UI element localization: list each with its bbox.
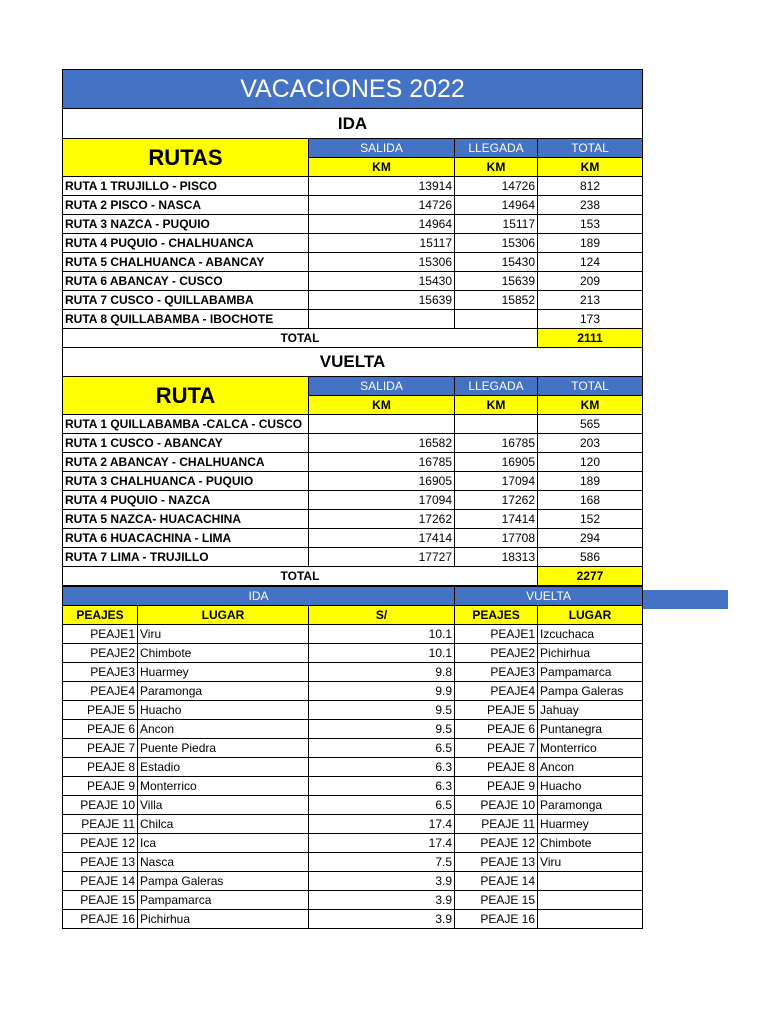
route-name: RUTA 1 QUILLABAMBA -CALCA - CUSCO	[63, 415, 309, 434]
rutas-label: RUTAS	[63, 139, 309, 177]
route-name: RUTA 3 NAZCA - PUQUIO	[63, 215, 309, 234]
salida-km: 17262	[309, 510, 455, 529]
peaje-vuelta: PEAJE 8	[455, 758, 538, 777]
lugar-vuelta: Izcuchaca	[538, 625, 643, 644]
route-name: RUTA 5 CHALHUANCA - ABANCAY	[63, 253, 309, 272]
ida-label: IDA	[63, 109, 643, 139]
llegada-km: 17262	[455, 491, 538, 510]
km-header: KM	[309, 396, 455, 415]
peajes-vuelta-col-header: PEAJES	[455, 606, 538, 625]
route-name: RUTA 6 ABANCAY - CUSCO	[63, 272, 309, 291]
peaje-costo: 10.1	[309, 625, 455, 644]
peaje-vuelta: PEAJE 7	[455, 739, 538, 758]
lugar-ida: Chimbote	[138, 644, 309, 663]
peaje-vuelta: PEAJE 9	[455, 777, 538, 796]
lugar-vuelta: Huacho	[538, 777, 643, 796]
lugar-vuelta: Huarmey	[538, 815, 643, 834]
peaje-costo: 6.5	[309, 739, 455, 758]
llegada-km: 16905	[455, 453, 538, 472]
route-name: RUTA 7 CUSCO - QUILLABAMBA	[63, 291, 309, 310]
llegada-km: 15852	[455, 291, 538, 310]
km-header: KM	[538, 158, 643, 177]
lugar-ida: Ancon	[138, 720, 309, 739]
table-row	[63, 644, 643, 663]
table-row	[63, 548, 643, 567]
salida-header: SALIDA	[309, 139, 455, 158]
llegada-km: 17414	[455, 510, 538, 529]
salida-km: 15306	[309, 253, 455, 272]
lugar-ida: Nasca	[138, 853, 309, 872]
peaje-ida: PEAJE 7	[63, 739, 138, 758]
route-name: RUTA 4 PUQUIO - NAZCA	[63, 491, 309, 510]
lugar-vuelta: Pampa Galeras	[538, 682, 643, 701]
total-km: 213	[538, 291, 643, 310]
llegada-km: 17708	[455, 529, 538, 548]
lugar-vuelta: Monterrico	[538, 739, 643, 758]
peaje-vuelta: PEAJE 12	[455, 834, 538, 853]
total-km: 238	[538, 196, 643, 215]
llegada-km: 15306	[455, 234, 538, 253]
total-km: 189	[538, 234, 643, 253]
salida-km: 15117	[309, 234, 455, 253]
peaje-ida: PEAJE4	[63, 682, 138, 701]
table-row	[63, 196, 643, 215]
table-row	[63, 310, 643, 329]
route-name: RUTA 1 CUSCO - ABANCAY	[63, 434, 309, 453]
peaje-vuelta: PEAJE 5	[455, 701, 538, 720]
table-row	[63, 453, 643, 472]
route-name: RUTA 8 QUILLABAMBA - IBOCHOTE	[63, 310, 309, 329]
salida-km	[309, 415, 455, 434]
route-name: RUTA 4 PUQUIO - CHALHUANCA	[63, 234, 309, 253]
total-header: TOTAL	[538, 377, 643, 396]
peaje-ida: PEAJE 12	[63, 834, 138, 853]
table-row	[63, 177, 643, 196]
llegada-km: 14726	[455, 177, 538, 196]
salida-km	[309, 310, 455, 329]
llegada-km: 15117	[455, 215, 538, 234]
ruta-label: RUTA	[63, 377, 309, 415]
lugar-vuelta: Viru	[538, 853, 643, 872]
table-row	[63, 682, 643, 701]
total-km: 153	[538, 215, 643, 234]
table-row	[63, 234, 643, 253]
peaje-ida: PEAJE 15	[63, 891, 138, 910]
lugar-vuelta: Paramonga	[538, 796, 643, 815]
peaje-ida: PEAJE3	[63, 663, 138, 682]
km-header: KM	[455, 396, 538, 415]
peaje-costo: 9.9	[309, 682, 455, 701]
lugar-ida: Pampa Galeras	[138, 872, 309, 891]
km-header: KM	[455, 158, 538, 177]
peaje-ida: PEAJE2	[63, 644, 138, 663]
salida-km: 15639	[309, 291, 455, 310]
peajes-header: PEAJES	[63, 606, 138, 625]
total-header: TOTAL	[538, 139, 643, 158]
lugar-vuelta	[538, 891, 643, 910]
table-row	[63, 758, 643, 777]
lugar-vuelta: Chimbote	[538, 834, 643, 853]
table-row	[63, 701, 643, 720]
total-km: 168	[538, 491, 643, 510]
vuelta-label: VUELTA	[63, 348, 643, 377]
peaje-ida: PEAJE 9	[63, 777, 138, 796]
total-km: 120	[538, 453, 643, 472]
salida-km: 13914	[309, 177, 455, 196]
peaje-ida: PEAJE 6	[63, 720, 138, 739]
table-row	[63, 872, 643, 891]
lugar-ida: Estadio	[138, 758, 309, 777]
lugar-ida: Monterrico	[138, 777, 309, 796]
table-row	[63, 510, 643, 529]
lugar-ida: Huacho	[138, 701, 309, 720]
lugar-header: LUGAR	[138, 606, 309, 625]
peaje-ida: PEAJE 13	[63, 853, 138, 872]
total-km: 586	[538, 548, 643, 567]
lugar-ida: Chilca	[138, 815, 309, 834]
lugar-vuelta	[538, 872, 643, 891]
table-row	[63, 291, 643, 310]
ida-total-value: 2111	[538, 329, 643, 348]
llegada-km: 14964	[455, 196, 538, 215]
salida-header: SALIDA	[309, 377, 455, 396]
total-km: 565	[538, 415, 643, 434]
table-row	[63, 777, 643, 796]
peaje-costo: 6.3	[309, 758, 455, 777]
peaje-costo: 3.9	[309, 891, 455, 910]
peaje-costo: 17.4	[309, 815, 455, 834]
salida-km: 16582	[309, 434, 455, 453]
table-row	[63, 625, 643, 644]
salida-km: 17094	[309, 491, 455, 510]
salida-km: 16905	[309, 472, 455, 491]
peaje-vuelta: PEAJE 6	[455, 720, 538, 739]
ida-total-label: TOTAL	[63, 329, 538, 348]
lugar-ida: Puente Piedra	[138, 739, 309, 758]
llegada-km: 18313	[455, 548, 538, 567]
table-row	[63, 215, 643, 234]
llegada-header: LLEGADA	[455, 377, 538, 396]
vuelta-header-overflow	[642, 590, 728, 609]
table-row	[63, 891, 643, 910]
peaje-costo: 6.5	[309, 796, 455, 815]
lugar-vuelta: Pichirhua	[538, 644, 643, 663]
salida-km: 16785	[309, 453, 455, 472]
vuelta-total-label: TOTAL	[63, 567, 538, 586]
peaje-costo: 10.1	[309, 644, 455, 663]
salida-km: 17727	[309, 548, 455, 567]
lugar-ida: Viru	[138, 625, 309, 644]
peaje-costo: 17.4	[309, 834, 455, 853]
peaje-ida: PEAJE 8	[63, 758, 138, 777]
routes-table	[62, 69, 643, 586]
peaje-vuelta: PEAJE4	[455, 682, 538, 701]
total-km: 189	[538, 472, 643, 491]
table-row	[63, 415, 643, 434]
table-row	[63, 491, 643, 510]
peaje-vuelta: PEAJE2	[455, 644, 538, 663]
route-name: RUTA 6 HUACACHINA - LIMA	[63, 529, 309, 548]
table-row	[63, 910, 643, 929]
lugar-vuelta: Jahuay	[538, 701, 643, 720]
llegada-km: 15430	[455, 253, 538, 272]
table-row	[63, 663, 643, 682]
km-header: KM	[538, 396, 643, 415]
llegada-km: 17094	[455, 472, 538, 491]
peaje-costo: 7.5	[309, 853, 455, 872]
llegada-header: LLEGADA	[455, 139, 538, 158]
lugar-ida: Pichirhua	[138, 910, 309, 929]
route-name: RUTA 2 PISCO - NASCA	[63, 196, 309, 215]
route-name: RUTA 7 LIMA - TRUJILLO	[63, 548, 309, 567]
route-name: RUTA 2 ABANCAY - CHALHUANCA	[63, 453, 309, 472]
salida-km: 15430	[309, 272, 455, 291]
lugar-vuelta: Pampamarca	[538, 663, 643, 682]
lugar-vuelta: Ancon	[538, 758, 643, 777]
peaje-costo: 3.9	[309, 910, 455, 929]
llegada-km: 16785	[455, 434, 538, 453]
peaje-vuelta: PEAJE 10	[455, 796, 538, 815]
total-km: 203	[538, 434, 643, 453]
soles-header: S/	[309, 606, 455, 625]
peaje-costo: 9.5	[309, 701, 455, 720]
route-name: RUTA 1 TRUJILLO - PISCO	[63, 177, 309, 196]
peajes-vuelta-header: VUELTA	[455, 587, 643, 606]
salida-km: 14964	[309, 215, 455, 234]
lugar-ida: Paramonga	[138, 682, 309, 701]
lugar-ida: Pampamarca	[138, 891, 309, 910]
llegada-km	[455, 415, 538, 434]
lugar-vuelta: Puntanegra	[538, 720, 643, 739]
lugar-ida: Ica	[138, 834, 309, 853]
page-title: VACACIONES 2022	[63, 70, 643, 109]
total-km: 152	[538, 510, 643, 529]
llegada-km: 15639	[455, 272, 538, 291]
route-name: RUTA 3 CHALHUANCA - PUQUIO	[63, 472, 309, 491]
lugar-ida: Huarmey	[138, 663, 309, 682]
peaje-vuelta: PEAJE 16	[455, 910, 538, 929]
peaje-ida: PEAJE 11	[63, 815, 138, 834]
peaje-costo: 9.8	[309, 663, 455, 682]
table-row	[63, 434, 643, 453]
peaje-vuelta: PEAJE 15	[455, 891, 538, 910]
table-row	[63, 815, 643, 834]
peaje-vuelta: PEAJE 13	[455, 853, 538, 872]
lugar-vuelta	[538, 910, 643, 929]
lugar-vuelta-header: LUGAR	[538, 606, 643, 625]
total-km: 812	[538, 177, 643, 196]
spreadsheet	[62, 69, 642, 929]
peajes-ida-header: IDA	[63, 587, 455, 606]
table-row	[63, 834, 643, 853]
total-km: 124	[538, 253, 643, 272]
peaje-vuelta: PEAJE 11	[455, 815, 538, 834]
peaje-ida: PEAJE 14	[63, 872, 138, 891]
km-header: KM	[309, 158, 455, 177]
total-km: 209	[538, 272, 643, 291]
salida-km: 14726	[309, 196, 455, 215]
route-name: RUTA 5 NAZCA- HUACACHINA	[63, 510, 309, 529]
table-row	[63, 720, 643, 739]
total-km: 173	[538, 310, 643, 329]
table-row	[63, 472, 643, 491]
peajes-table	[62, 586, 643, 929]
llegada-km	[455, 310, 538, 329]
peaje-ida: PEAJE 10	[63, 796, 138, 815]
peaje-ida: PEAJE 5	[63, 701, 138, 720]
peaje-ida: PEAJE 16	[63, 910, 138, 929]
table-row	[63, 253, 643, 272]
peaje-vuelta: PEAJE 14	[455, 872, 538, 891]
peaje-vuelta: PEAJE3	[455, 663, 538, 682]
salida-km: 17414	[309, 529, 455, 548]
peaje-costo: 6.3	[309, 777, 455, 796]
table-row	[63, 796, 643, 815]
table-row	[63, 853, 643, 872]
peaje-costo: 3.9	[309, 872, 455, 891]
table-row	[63, 272, 643, 291]
vuelta-total-value: 2277	[538, 567, 643, 586]
peaje-vuelta: PEAJE1	[455, 625, 538, 644]
table-row	[63, 529, 643, 548]
lugar-ida: Villa	[138, 796, 309, 815]
peaje-costo: 9.5	[309, 720, 455, 739]
table-row	[63, 739, 643, 758]
total-km: 294	[538, 529, 643, 548]
peaje-ida: PEAJE1	[63, 625, 138, 644]
